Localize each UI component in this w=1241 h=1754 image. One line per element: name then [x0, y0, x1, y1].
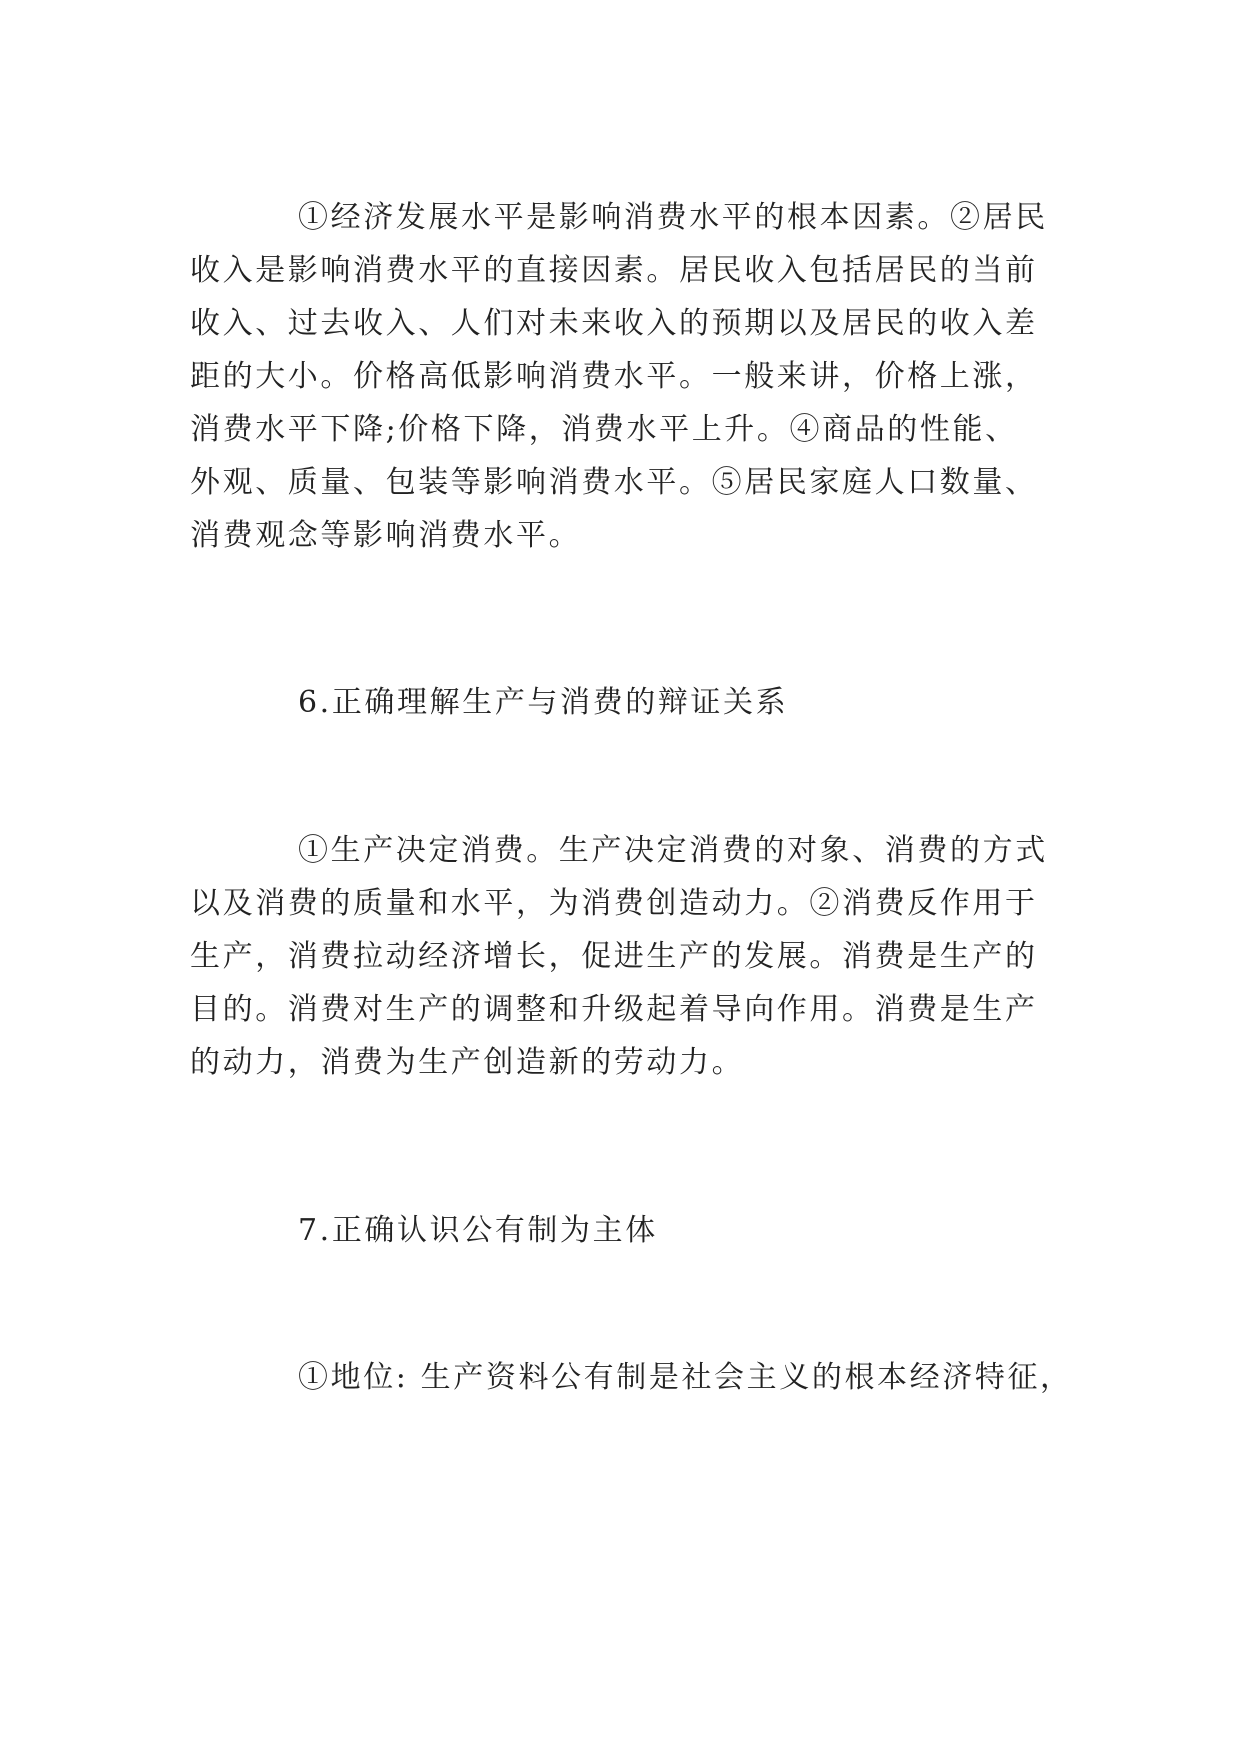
paragraph-2-line-4: 目的。消费对生产的调整和升级起着导向作用。消费是生产 [190, 992, 1038, 1027]
paragraph-2-line-3: 生产，消费拉动经济增长，促进生产的发展。消费是生产的 [190, 939, 1038, 974]
paragraph-3-line-1: ①地位: 生产资料公有制是社会主义的根本经济特征， [298, 1360, 1073, 1395]
paragraph-1-line-6: 外观、质量、包装等影响消费水平。⑤居民家庭人口数量、 [190, 465, 1038, 500]
paragraph-2-line-1: ①生产决定消费。生产决定消费的对象、消费的方式 [298, 833, 1048, 868]
paragraph-1-line-3: 收入、过去收入、人们对未来收入的预期以及居民的收入差 [190, 306, 1038, 341]
paragraph-1-line-4: 距的大小。价格高低影响消费水平。一般来讲，价格上涨， [190, 359, 1038, 394]
paragraph-1-line-7: 消费观念等影响消费水平。 [190, 518, 582, 553]
paragraph-1-line-2: 收入是影响消费水平的直接因素。居民收入包括居民的当前 [190, 253, 1038, 288]
section-heading-6: 6.正确理解生产与消费的辩证关系 [298, 685, 789, 720]
paragraph-2-line-5: 的动力，消费为生产创造新的劳动力。 [190, 1045, 745, 1080]
paragraph-2-line-2: 以及消费的质量和水平，为消费创造动力。②消费反作用于 [190, 886, 1038, 921]
section-heading-7: 7.正确认识公有制为主体 [298, 1213, 658, 1248]
paragraph-1-line-1: ①经济发展水平是影响消费水平的根本因素。②居民 [298, 200, 1048, 235]
paragraph-1-line-5: 消费水平下降;价格下降，消费水平上升。④商品的性能、 [190, 412, 1018, 447]
